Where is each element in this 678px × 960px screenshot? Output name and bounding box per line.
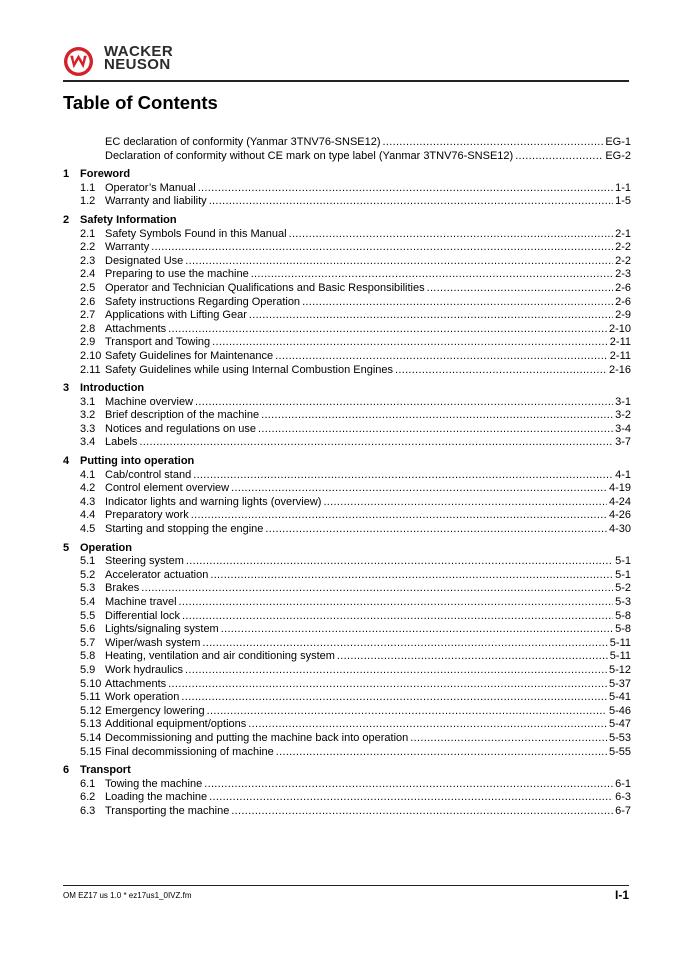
entry-number: 2.3 xyxy=(80,254,96,267)
entry-number: 5.11 xyxy=(80,691,101,704)
dot-leader xyxy=(151,241,613,255)
entry-page: 4-26 xyxy=(608,509,631,522)
entry-number: 5.14 xyxy=(80,731,102,744)
entry-title: Warranty xyxy=(105,241,150,254)
dot-leader xyxy=(410,732,607,746)
dot-leader xyxy=(231,482,607,496)
dot-leader xyxy=(179,596,614,610)
dot-leader xyxy=(139,436,613,450)
brand-line-2: NEUSON xyxy=(104,56,171,73)
entry-page: 3-4 xyxy=(615,422,631,435)
toc-entry[interactable] xyxy=(63,182,631,196)
page-title: Table of Contents xyxy=(63,92,218,113)
chapter-number: 1 xyxy=(63,168,70,181)
toc-entry[interactable] xyxy=(63,282,631,296)
entry-page: 2-10 xyxy=(608,322,631,335)
entry-number: 2.7 xyxy=(80,309,96,322)
entry-title: Differential lock xyxy=(105,609,180,622)
chapter-title: Safety Information xyxy=(80,213,177,226)
toc-entry[interactable] xyxy=(63,469,631,483)
entry-page: 4-19 xyxy=(608,482,631,495)
entry-title: Operator’s Manual xyxy=(105,181,196,194)
entry-number: 1.1 xyxy=(80,181,96,194)
dot-leader xyxy=(185,664,607,678)
toc-entry[interactable] xyxy=(63,364,631,378)
entry-page: 3-2 xyxy=(615,409,631,422)
entry-title: Work hydraulics xyxy=(105,663,184,676)
entry-title: Notices and regulations on use xyxy=(105,422,257,435)
dot-leader xyxy=(209,791,613,805)
entry-number: 5.9 xyxy=(80,663,96,676)
dot-leader xyxy=(182,610,613,624)
entry-number: 5.6 xyxy=(80,623,96,636)
dot-leader xyxy=(204,778,613,792)
dot-leader xyxy=(275,350,608,364)
toc-entry[interactable] xyxy=(63,150,631,164)
entry-title: Safety Guidelines while using Internal Combustion Engines xyxy=(105,363,393,376)
toc-entry[interactable] xyxy=(63,496,631,510)
entry-title: Attachments xyxy=(105,322,167,335)
chapter-heading[interactable] xyxy=(63,168,631,182)
entry-page: EG-1 xyxy=(605,136,631,148)
entry-page: 2-3 xyxy=(615,268,631,281)
footer-rule xyxy=(63,885,629,886)
entry-page: 5-1 xyxy=(615,555,631,568)
entry-number: 5.7 xyxy=(80,636,96,649)
footer-document-id: OM EZ17 us 1.0 * ez17us1_0IVZ.fm xyxy=(63,891,192,900)
toc-entry[interactable] xyxy=(63,296,631,310)
chapter-heading[interactable] xyxy=(63,764,631,778)
toc-entry[interactable] xyxy=(63,423,631,437)
dot-leader xyxy=(191,509,607,523)
entry-number: 2.2 xyxy=(80,241,96,254)
dot-leader xyxy=(168,323,607,337)
chapter-heading[interactable] xyxy=(63,542,631,556)
entry-title: Final decommissioning of machine xyxy=(105,745,274,758)
entry-page: 2-11 xyxy=(609,349,631,362)
toc-entry[interactable] xyxy=(63,228,631,242)
dot-leader xyxy=(258,423,613,437)
dot-leader xyxy=(261,409,613,423)
entry-number: 6.2 xyxy=(80,791,96,804)
entry-page: 1-1 xyxy=(615,181,631,194)
entry-page: 2-9 xyxy=(615,309,631,322)
entry-number: 2.5 xyxy=(80,281,96,294)
entry-page: 5-11 xyxy=(609,650,631,663)
entry-title: Attachments xyxy=(105,677,167,690)
entry-title: Transporting the machine xyxy=(105,804,230,817)
toc-entry[interactable] xyxy=(63,791,631,805)
toc-entry[interactable] xyxy=(63,136,631,150)
entry-page: 3-7 xyxy=(615,436,631,449)
dot-leader xyxy=(198,182,613,196)
entry-number: 3.2 xyxy=(80,409,96,422)
entry-number: 3.4 xyxy=(80,436,96,449)
dot-leader xyxy=(337,650,608,664)
entry-page: 5-37 xyxy=(608,677,631,690)
brand-line-1: WACKER xyxy=(104,43,174,60)
entry-number: 5.3 xyxy=(80,582,96,595)
dot-leader xyxy=(185,255,613,269)
toc-entry[interactable] xyxy=(63,623,631,637)
dot-leader xyxy=(289,228,614,242)
toc-entry[interactable] xyxy=(63,336,631,350)
entry-page: 4-24 xyxy=(608,495,631,508)
entry-number: 6.1 xyxy=(80,777,96,790)
entry-page: 5-1 xyxy=(615,568,631,581)
entry-title: Steering system xyxy=(105,555,184,568)
toc-entry[interactable] xyxy=(63,637,631,651)
toc-entry[interactable] xyxy=(63,778,631,792)
entry-title: Accelerator actuation xyxy=(105,568,209,581)
brand-name xyxy=(104,43,174,73)
toc-entry[interactable] xyxy=(63,650,631,664)
entry-page: 2-6 xyxy=(615,281,631,294)
entry-page: 1-5 xyxy=(615,195,631,208)
dot-leader xyxy=(383,136,604,150)
dot-leader xyxy=(193,469,613,483)
chapter-number: 4 xyxy=(63,455,70,468)
entry-number: 5.5 xyxy=(80,609,96,622)
entry-title: Towing the machine xyxy=(105,777,203,790)
toc-entry[interactable] xyxy=(63,241,631,255)
entry-number: 5.8 xyxy=(80,650,96,663)
entry-number: 5.2 xyxy=(80,568,96,581)
entry-page: EG-2 xyxy=(605,149,631,162)
chapter-heading[interactable] xyxy=(63,382,631,396)
entry-page: 6-7 xyxy=(615,804,631,817)
chapter-title: Transport xyxy=(80,764,131,777)
header xyxy=(63,44,633,84)
entry-number: 6.3 xyxy=(80,804,96,817)
entry-title: Safety instructions Regarding Operation xyxy=(105,295,301,308)
chapter-number: 3 xyxy=(63,382,70,395)
entry-title: Lights/signaling system xyxy=(105,623,219,636)
dot-leader xyxy=(276,746,607,760)
toc-entry[interactable] xyxy=(63,268,631,282)
toc-entry[interactable] xyxy=(63,664,631,678)
entry-page: 5-55 xyxy=(608,745,631,758)
entry-page: 5-46 xyxy=(608,704,631,717)
entry-number: 2.11 xyxy=(80,363,101,376)
dot-leader xyxy=(515,150,603,164)
toc-entry[interactable] xyxy=(63,309,631,323)
toc-entry[interactable] xyxy=(63,323,631,337)
entry-title: Emergency lowering xyxy=(105,704,205,717)
entry-page: 2-2 xyxy=(615,254,631,267)
entry-number: 5.12 xyxy=(80,704,102,717)
entry-page: 6-3 xyxy=(615,791,631,804)
entry-number: 2.10 xyxy=(80,349,102,362)
entry-title: EC declaration of conformity (Yanmar 3TNV76-SNSE12) xyxy=(105,136,381,148)
entry-title: Labels xyxy=(105,436,138,449)
entry-title: Applications with Lifting Gear xyxy=(105,309,247,322)
toc-entry[interactable] xyxy=(63,582,631,596)
entry-page: 4-30 xyxy=(608,523,631,536)
dot-leader xyxy=(249,309,613,323)
dot-leader xyxy=(207,705,607,719)
entry-page: 5-41 xyxy=(608,691,631,704)
entry-page: 6-1 xyxy=(615,777,631,790)
entry-title: Heating, ventilation and air conditioning system xyxy=(105,650,335,663)
toc-entry[interactable] xyxy=(63,610,631,624)
entry-page: 5-12 xyxy=(608,663,631,676)
dot-leader xyxy=(210,569,613,583)
entry-number: 5.4 xyxy=(80,596,96,608)
entry-page: 5-47 xyxy=(608,718,631,731)
toc-entry[interactable] xyxy=(63,509,631,523)
entry-page: 2-16 xyxy=(608,363,631,376)
entry-number: 4.1 xyxy=(80,468,96,481)
entry-number: 1.2 xyxy=(80,195,96,208)
chapter-number: 5 xyxy=(63,541,70,554)
dot-leader xyxy=(302,296,613,310)
toc-entry[interactable] xyxy=(63,482,631,496)
entry-page: 2-6 xyxy=(615,295,631,308)
toc-entry[interactable] xyxy=(63,746,631,760)
dot-leader xyxy=(186,555,613,569)
dot-leader xyxy=(265,523,607,537)
entry-page: 2-2 xyxy=(615,241,631,254)
toc-entry[interactable] xyxy=(63,732,631,746)
entry-page: 2-1 xyxy=(615,227,631,240)
entry-number: 4.3 xyxy=(80,495,96,508)
entry-page: 5-2 xyxy=(615,582,631,595)
toc-entry[interactable] xyxy=(63,555,631,569)
dot-leader xyxy=(231,805,613,819)
entry-number: 2.9 xyxy=(80,336,96,349)
entry-title: Brakes xyxy=(105,582,140,595)
entry-number: 5.1 xyxy=(80,555,96,568)
entry-title: Safety Symbols Found in this Manual xyxy=(105,227,287,240)
footer-page-number: I-1 xyxy=(614,888,629,902)
entry-title: Machine overview xyxy=(105,395,194,408)
entry-page: 2-11 xyxy=(609,336,631,349)
entry-title: Work operation xyxy=(105,691,180,704)
chapter-heading[interactable] xyxy=(63,214,631,228)
entry-title: Decommissioning and putting the machine back into operation xyxy=(105,731,409,744)
toc-entry[interactable] xyxy=(63,691,631,705)
dot-leader xyxy=(195,396,613,410)
entry-number: 3.1 xyxy=(80,395,96,408)
dot-leader xyxy=(427,282,614,296)
dot-leader xyxy=(395,364,607,378)
toc-entry[interactable] xyxy=(63,805,631,819)
dot-leader xyxy=(221,623,613,637)
entry-page: 5-11 xyxy=(609,636,631,649)
entry-title: Brief description of the machine xyxy=(105,409,260,422)
chapter-number: 2 xyxy=(63,213,70,226)
entry-title: Declaration of conformity without CE mark on type label (Yanmar 3TNV76-SNSE12) xyxy=(105,149,514,162)
entry-number: 2.6 xyxy=(80,295,96,308)
chapter-title: Putting into operation xyxy=(80,455,195,468)
chapter-title: Introduction xyxy=(80,382,145,395)
wacker-neuson-logo-icon xyxy=(63,46,94,77)
toc-entry[interactable] xyxy=(63,569,631,583)
toc-entry[interactable] xyxy=(63,255,631,269)
dot-leader xyxy=(209,195,613,209)
chapter-heading[interactable] xyxy=(63,455,631,469)
entry-title: Preparatory work xyxy=(105,509,189,522)
entry-title: Transport and Towing xyxy=(105,336,211,349)
toc-entry[interactable] xyxy=(63,596,631,610)
entry-number: 4.4 xyxy=(80,509,96,522)
toc-entry[interactable] xyxy=(63,678,631,692)
chapter-number: 6 xyxy=(63,764,70,777)
entry-number: 3.3 xyxy=(80,422,96,435)
entry-title: Operator and Technician Qualifications and Basic Responsibilities xyxy=(105,281,425,294)
entry-number: 2.8 xyxy=(80,322,96,335)
toc-entry[interactable] xyxy=(63,396,631,410)
entry-title: Warranty and liability xyxy=(105,195,207,208)
toc-entry[interactable] xyxy=(63,718,631,732)
entry-title: Control element overview xyxy=(105,482,230,495)
entry-title: Machine travel xyxy=(105,596,177,608)
entry-page: 5-53 xyxy=(608,731,631,744)
chapter-title: Operation xyxy=(80,541,132,554)
toc-entry[interactable] xyxy=(63,195,631,209)
dot-leader xyxy=(248,718,607,732)
entry-number: 5.10 xyxy=(80,677,102,690)
toc-entry[interactable] xyxy=(63,436,631,450)
dot-leader xyxy=(141,582,613,596)
entry-title: Designated Use xyxy=(105,254,184,267)
entry-page: 4-1 xyxy=(615,468,631,481)
entry-page: 5-8 xyxy=(615,623,631,636)
entry-title: Preparing to use the machine xyxy=(105,268,249,281)
entry-title: Starting and stopping the engine xyxy=(105,523,264,536)
entry-title: Loading the machine xyxy=(105,791,208,804)
entry-number: 2.4 xyxy=(80,268,96,281)
entry-title: Additional equipment/options xyxy=(105,718,247,731)
entry-page: 5-3 xyxy=(615,596,631,608)
dot-leader xyxy=(323,496,607,510)
table-of-contents xyxy=(63,136,631,819)
toc-entry[interactable] xyxy=(63,523,631,537)
toc-entry[interactable] xyxy=(63,350,631,364)
entry-title: Indicator lights and warning lights (overview) xyxy=(105,495,322,508)
entry-number: 2.1 xyxy=(80,227,96,240)
entry-page: 5-8 xyxy=(615,609,631,622)
dot-leader xyxy=(181,691,607,705)
dot-leader xyxy=(202,637,607,651)
header-rule xyxy=(63,80,629,82)
dot-leader xyxy=(251,268,613,282)
dot-leader xyxy=(168,678,607,692)
entry-number: 4.2 xyxy=(80,482,96,495)
chapter-title: Foreword xyxy=(80,168,131,181)
entry-number: 4.5 xyxy=(80,523,96,536)
dot-leader xyxy=(212,336,608,350)
entry-title: Safety Guidelines for Maintenance xyxy=(105,349,274,362)
entry-title: Wiper/wash system xyxy=(105,636,201,649)
entry-number: 5.13 xyxy=(80,718,102,731)
toc-entry[interactable] xyxy=(63,409,631,423)
entry-page: 3-1 xyxy=(615,395,631,408)
entry-number: 5.15 xyxy=(80,745,102,758)
entry-title: Cab/control stand xyxy=(105,468,192,481)
toc-entry[interactable] xyxy=(63,705,631,719)
